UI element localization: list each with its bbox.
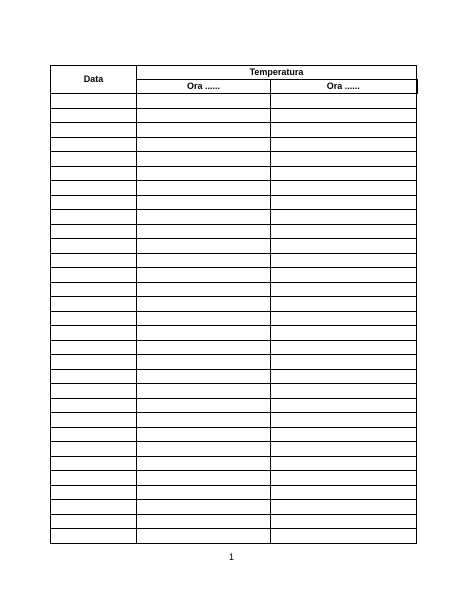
temperature-log-table [50, 65, 418, 544]
date-cell [51, 529, 137, 544]
date-cell [51, 500, 137, 515]
table-row [51, 94, 417, 109]
table-row [51, 427, 417, 442]
temperature-cell-2 [271, 311, 417, 326]
date-cell [51, 471, 137, 486]
date-cell [51, 369, 137, 384]
date-cell [51, 152, 137, 167]
temperature-cell-1 [137, 427, 271, 442]
temperature-cell-1 [137, 456, 271, 471]
temperature-cell-1 [137, 384, 271, 399]
table-row [51, 471, 417, 486]
date-cell [51, 268, 137, 283]
date-cell [51, 137, 137, 152]
table-row [51, 485, 417, 500]
table-row [51, 152, 417, 167]
temperature-cell-1 [137, 471, 271, 486]
date-cell [51, 340, 137, 355]
table-row [51, 282, 417, 297]
temperature-cell-1 [137, 137, 271, 152]
temperature-cell-2 [271, 282, 417, 297]
table-row [51, 442, 417, 457]
temperature-cell-2 [271, 224, 417, 239]
table-row [51, 369, 417, 384]
table-row [51, 253, 417, 268]
temperature-cell-2 [271, 253, 417, 268]
temperature-cell-1 [137, 181, 271, 196]
table-row [51, 210, 417, 225]
date-cell [51, 282, 137, 297]
date-cell [51, 297, 137, 312]
time-column-header-2: Ora ...... [271, 80, 417, 94]
table-row [51, 181, 417, 196]
date-cell [51, 253, 137, 268]
temperature-cell-1 [137, 529, 271, 544]
date-cell [51, 413, 137, 428]
date-cell [51, 355, 137, 370]
time-column-header-1: Ora ...... [137, 80, 271, 94]
date-cell [51, 398, 137, 413]
date-cell [51, 514, 137, 529]
temperature-cell-1 [137, 166, 271, 181]
table-row [51, 340, 417, 355]
table-row [51, 195, 417, 210]
temperature-cell-2 [271, 485, 417, 500]
table-row [51, 529, 417, 544]
temperature-cell-1 [137, 500, 271, 515]
temperature-cell-1 [137, 340, 271, 355]
temperature-cell-2 [271, 529, 417, 544]
date-cell [51, 224, 137, 239]
temperature-cell-2 [271, 326, 417, 341]
temperature-cell-1 [137, 253, 271, 268]
date-cell [51, 108, 137, 123]
date-cell [51, 94, 137, 109]
date-cell [51, 384, 137, 399]
table-header [51, 66, 417, 94]
date-cell [51, 442, 137, 457]
table-row [51, 456, 417, 471]
temperature-cell-1 [137, 297, 271, 312]
table-row [51, 384, 417, 399]
temperature-cell-2 [271, 340, 417, 355]
date-cell [51, 427, 137, 442]
date-cell [51, 456, 137, 471]
temperature-cell-2 [271, 239, 417, 254]
date-cell [51, 311, 137, 326]
date-cell [51, 239, 137, 254]
table-row [51, 224, 417, 239]
temperature-cell-1 [137, 326, 271, 341]
table-row [51, 413, 417, 428]
temperature-cell-1 [137, 369, 271, 384]
temperature-cell-2 [271, 384, 417, 399]
temperature-cell-1 [137, 152, 271, 167]
table-row [51, 311, 417, 326]
table-row [51, 108, 417, 123]
header-row-top [51, 66, 417, 80]
temperature-cell-1 [137, 413, 271, 428]
temperature-cell-2 [271, 210, 417, 225]
temperature-cell-2 [271, 268, 417, 283]
date-cell [51, 326, 137, 341]
temperature-cell-1 [137, 355, 271, 370]
temperature-cell-1 [137, 398, 271, 413]
date-cell [51, 123, 137, 138]
temperature-cell-2 [271, 500, 417, 515]
temperature-cell-2 [271, 413, 417, 428]
page-number: 1 [228, 552, 234, 562]
table-body [51, 94, 417, 544]
temperature-cell-2 [271, 152, 417, 167]
temperature-cell-2 [271, 181, 417, 196]
temperature-cell-1 [137, 485, 271, 500]
temperature-cell-2 [271, 123, 417, 138]
temperature-cell-2 [271, 471, 417, 486]
temperature-cell-2 [271, 514, 417, 529]
temperature-cell-1 [137, 108, 271, 123]
table-row [51, 123, 417, 138]
temperature-cell-2 [271, 427, 417, 442]
temperature-cell-2 [271, 195, 417, 210]
temperature-cell-1 [137, 210, 271, 225]
temperature-cell-1 [137, 224, 271, 239]
temperature-cell-2 [271, 398, 417, 413]
date-column-header: Data [51, 66, 137, 94]
table-row [51, 355, 417, 370]
date-cell [51, 210, 137, 225]
temperature-cell-1 [137, 514, 271, 529]
temperature-cell-2 [271, 297, 417, 312]
date-cell [51, 166, 137, 181]
temperature-cell-1 [137, 442, 271, 457]
date-cell [51, 195, 137, 210]
temperature-cell-2 [271, 166, 417, 181]
table-row [51, 514, 417, 529]
table-row [51, 500, 417, 515]
temperature-cell-1 [137, 94, 271, 109]
temperature-cell-2 [271, 94, 417, 109]
temperature-cell-1 [137, 311, 271, 326]
temperature-cell-2 [271, 369, 417, 384]
temperature-cell-1 [137, 123, 271, 138]
table-row [51, 326, 417, 341]
table-row [51, 268, 417, 283]
temperature-cell-2 [271, 137, 417, 152]
table-row [51, 166, 417, 181]
temperature-cell-2 [271, 456, 417, 471]
temperature-column-header: Temperatura [137, 66, 417, 80]
table-row [51, 398, 417, 413]
temperature-cell-1 [137, 195, 271, 210]
temperature-cell-1 [137, 282, 271, 297]
temperature-cell-2 [271, 442, 417, 457]
temperature-cell-2 [271, 355, 417, 370]
temperature-cell-1 [137, 239, 271, 254]
table-row [51, 297, 417, 312]
date-cell [51, 181, 137, 196]
table-row [51, 239, 417, 254]
table-row [51, 137, 417, 152]
temperature-cell-2 [271, 108, 417, 123]
date-cell [51, 485, 137, 500]
temperature-cell-1 [137, 268, 271, 283]
